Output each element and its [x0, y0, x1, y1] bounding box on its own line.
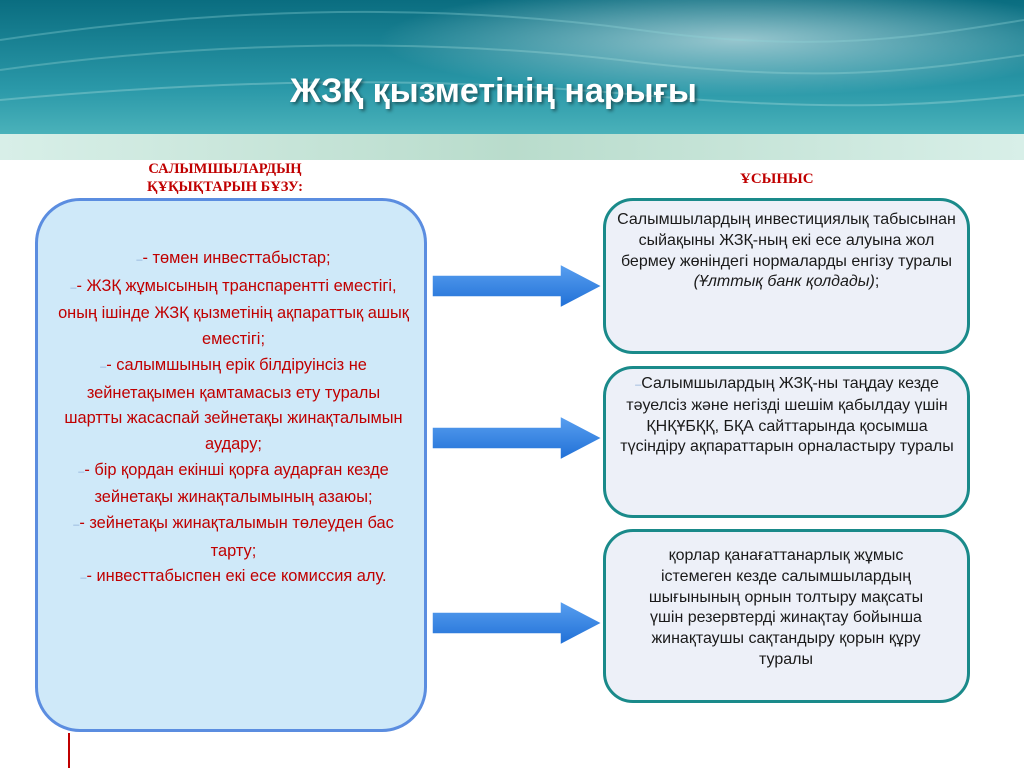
left-heading-line1: САЛЫМШЫЛАРДЫҢ — [148, 161, 302, 177]
violation-item: –- бір қордан екінші қорға аударған кезде зейнетақы жинақталымының азаюы; — [78, 460, 389, 507]
bullet-dash-icon: – — [80, 572, 87, 585]
divider-line — [68, 733, 70, 768]
proposal-text-1: Салымшылардың инвестициялық табысынан сыйақыны ЖЗҚ-ның екі есе алуына жол бермеу жөніндегі нормаларды енгізу туралы (Ұлттық банк қолдады); — [617, 211, 956, 291]
violations-list — [56, 246, 411, 592]
proposal-text-2: –Салымшылардың ЖЗҚ-ны таңдау кезде тәуелсіз және негізді шешім қабылдау үшін ҚНҚҰБҚҚ, БҚА сайттарында қосымша түсіндіру ақпараттарын орналастыру туралы — [620, 375, 954, 456]
violation-item: –- зейнетақы жинақталымын төлеуден бас тарту; — [73, 514, 394, 560]
arrow-right-icon — [432, 264, 604, 308]
violation-item: –- ЖЗҚ жұмысының транспарентті еместігі, оның ішінде ЖЗҚ қызметінің ақпараттық ашық еместігі; — [58, 276, 409, 349]
proposal-text-3: қорлар қанағаттанарлық жұмыс істемеген кезде салымшылардың шығынының орнын толтыру мақсаты үшін резервтерді жинақтау бойынша жинақтаушы сақтандыру қорын құру туралы — [648, 547, 924, 668]
violation-item: –- салымшының ерік білдіруінсіз не зейнетақымен қамтамасыз ету туралы шартты жасаспай зейнетақы жинақталымын аудару; — [64, 355, 403, 453]
violation-item: –- төмен инвесттабыстар; — [136, 249, 331, 267]
page-title: ЖЗҚ қызметінің нарығы — [290, 72, 697, 110]
violation-item: –- инвесттабыспен екі есе комиссия алу. — [80, 567, 387, 586]
bullet-dash-icon: – — [100, 360, 107, 373]
bullet-dash-icon: – — [70, 281, 77, 294]
header-banner — [0, 0, 1024, 160]
bullet-dash-icon: – — [73, 519, 80, 532]
left-heading — [100, 160, 350, 196]
right-heading: ҰСЫНЫС — [740, 171, 814, 187]
arrow-right-icon — [432, 601, 604, 645]
bullet-dash-icon: – — [136, 254, 143, 266]
arrow-right-icon — [432, 416, 604, 460]
bullet-dash-icon: – — [635, 379, 642, 391]
bullet-dash-icon: – — [78, 465, 85, 478]
left-heading-line2: ҚҰҚЫҚТАРЫН БҰЗУ: — [147, 179, 303, 195]
proposal-note: (Ұлттық банк қолдады) — [693, 273, 875, 291]
